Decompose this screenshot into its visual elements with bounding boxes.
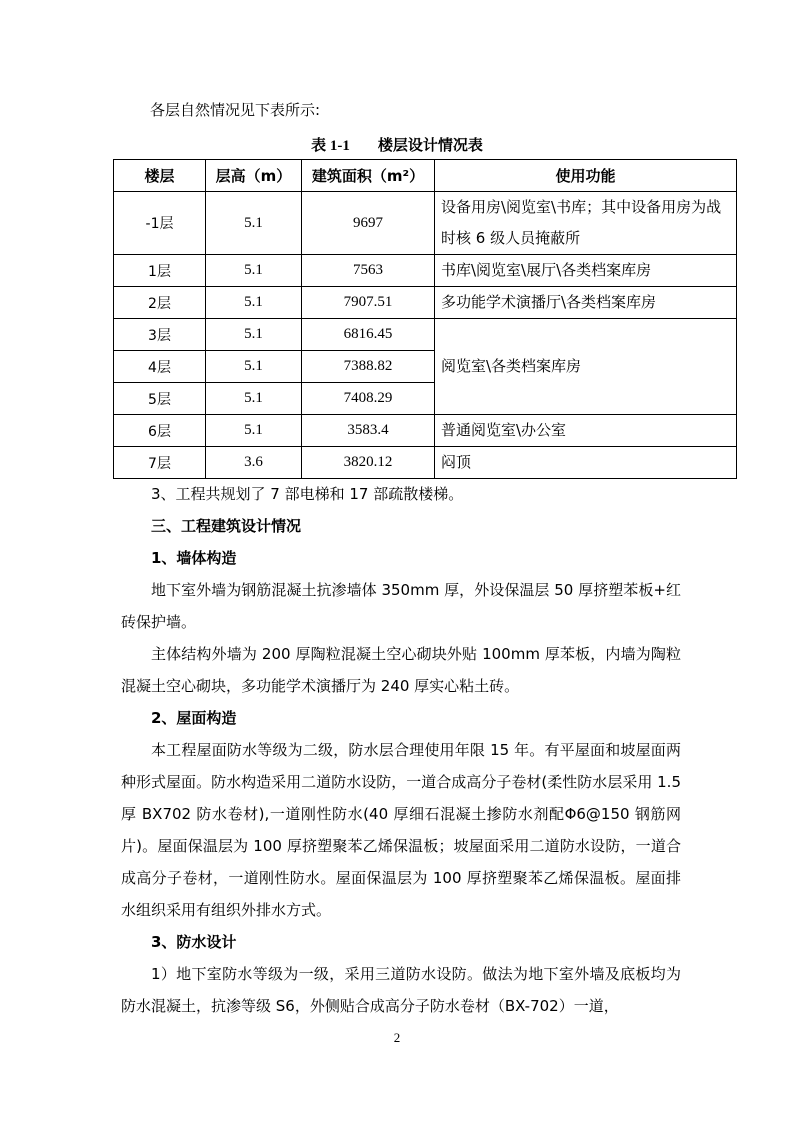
cell-use: 设备用房\阅览室\书库；其中设备用房为战时核 6 级人员掩蔽所 — [435, 192, 737, 255]
cell-floor: 1层 — [114, 255, 206, 287]
subheading-waterproof: 3、防水设计 — [151, 933, 237, 951]
cell-floor: -1层 — [114, 192, 206, 255]
wall-paragraph-1: 地下室外墙为钢筋混凝土抗渗墙体 350mm 厚，外设保温层 50 厚挤塑苯板+红砖保护墙。 — [121, 581, 681, 631]
waterproof-paragraph: 1）地下室防水等级为一级，采用三道防水设防。做法为地下室外墙及底板均为防水混凝土，抗渗等级 S6，外侧贴合成高分子防水卷材（BX-702）一道， — [121, 965, 681, 1015]
cell-height: 5.1 — [206, 415, 302, 447]
wall-paragraph-2: 主体结构外墙为 200 厚陶粒混凝土空心砌块外贴 100mm 厚苯板，内墙为陶粒混凝土空心砌块，多功能学术演播厅为 240 厚实心粘土砖。 — [121, 645, 681, 695]
table-row — [114, 319, 737, 351]
intro-text: 各层自然情况见下表所示: — [150, 101, 321, 119]
cell-area: 6816.45 — [302, 319, 435, 351]
table-row — [114, 192, 737, 255]
table-row — [114, 415, 737, 447]
table-caption — [0, 134, 794, 155]
cell-floor: 4层 — [114, 351, 206, 383]
cell-use-merged: 阅览室\各类档案库房 — [435, 319, 737, 415]
cell-area: 9697 — [302, 192, 435, 255]
table-row — [114, 255, 737, 287]
cell-use: 普通阅览室\办公室 — [435, 415, 737, 447]
cell-height: 5.1 — [206, 383, 302, 415]
cell-height: 5.1 — [206, 351, 302, 383]
subheading-roof: 2、屋面构造 — [151, 709, 237, 727]
cell-floor: 3层 — [114, 319, 206, 351]
table-caption-title: 楼层设计情况表 — [377, 136, 483, 154]
cell-use: 多功能学术演播厅\各类档案库房 — [435, 287, 737, 319]
cell-area: 7408.29 — [302, 383, 435, 415]
table-header-row — [114, 160, 737, 192]
cell-height: 5.1 — [206, 319, 302, 351]
header-floor: 楼层 — [114, 160, 206, 192]
cell-area: 7388.82 — [302, 351, 435, 383]
header-height: 层高（m） — [206, 160, 302, 192]
cell-use: 闷顶 — [435, 447, 737, 479]
cell-area: 7563 — [302, 255, 435, 287]
header-use: 使用功能 — [435, 160, 737, 192]
cell-area: 7907.51 — [302, 287, 435, 319]
body-content — [121, 478, 681, 1022]
cell-height: 5.1 — [206, 287, 302, 319]
table-row — [114, 287, 737, 319]
cell-floor: 2层 — [114, 287, 206, 319]
cell-area: 3820.12 — [302, 447, 435, 479]
cell-height: 5.1 — [206, 192, 302, 255]
cell-height: 5.1 — [206, 255, 302, 287]
cell-use: 书库\阅览室\展厅\各类档案库房 — [435, 255, 737, 287]
subheading-wall: 1、墙体构造 — [151, 549, 237, 567]
cell-area: 3583.4 — [302, 415, 435, 447]
cell-floor: 7层 — [114, 447, 206, 479]
cell-height: 3.6 — [206, 447, 302, 479]
header-area: 建筑面积（m²） — [302, 160, 435, 192]
section-heading-building-design: 三、工程建筑设计情况 — [151, 517, 302, 535]
floor-design-table — [113, 159, 737, 479]
table-row — [114, 447, 737, 479]
table-caption-number: 表 1-1 — [311, 138, 350, 154]
page-number: 2 — [393, 1030, 401, 1045]
cell-floor: 5层 — [114, 383, 206, 415]
roof-paragraph: 本工程屋面防水等级为二级，防水层合理使用年限 15 年。有平屋面和坡屋面两种形式屋面。防水构造采用二道防水设防，一道合成高分子卷材(柔性防水层采用 1.5 厚 BX702 防水卷材),一道刚性防水(40 厚细石混凝土掺防水剂配Φ6@150 钢筋网片)。屋面保温层为 100 厚挤塑聚苯乙烯保温板；坡屋面采用二道防水设防，一道合成高分子卷材，一道刚性防水。屋面保温层为 100 厚挤塑聚苯乙烯保温板。屋面排水组织采用有组织外排水方式。 — [121, 741, 681, 919]
elevator-paragraph: 3、工程共规划了 7 部电梯和 17 部疏散楼梯。 — [151, 485, 464, 503]
cell-floor: 6层 — [114, 415, 206, 447]
